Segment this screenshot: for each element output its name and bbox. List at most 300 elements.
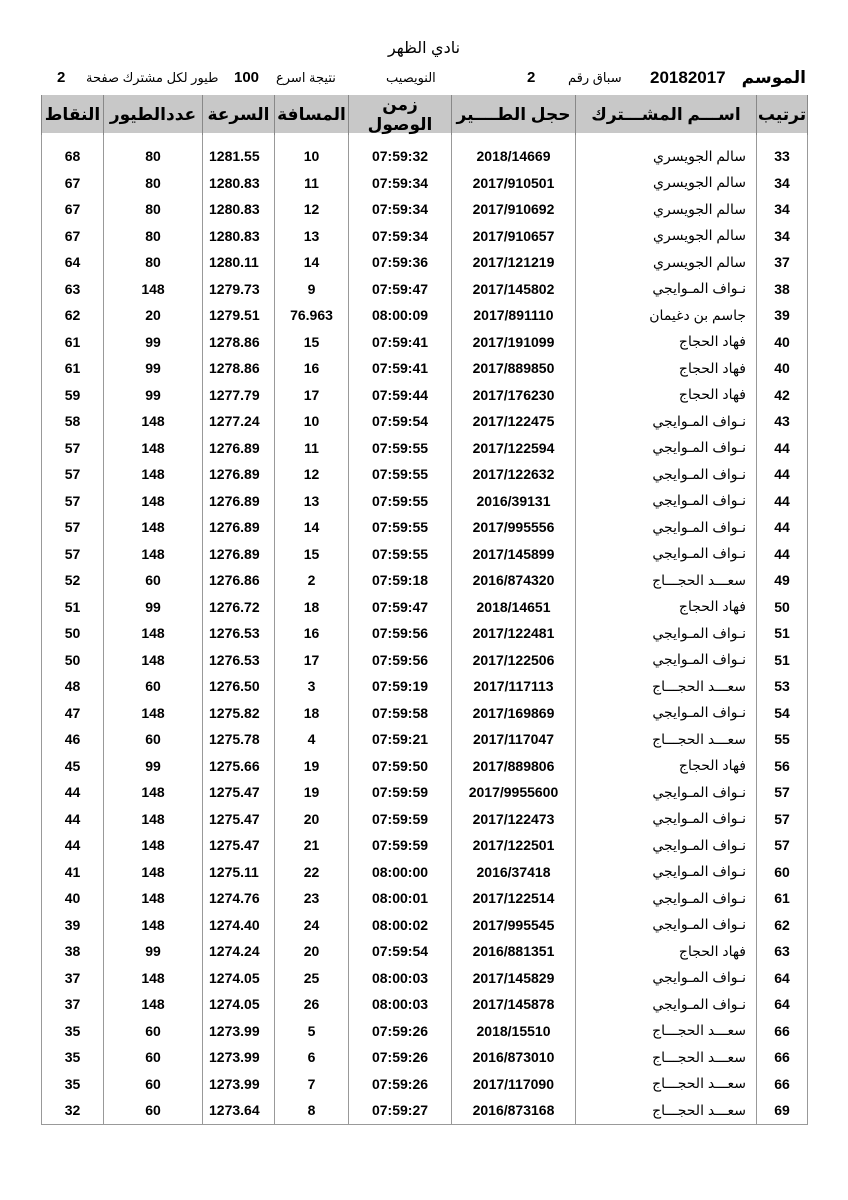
birds-cell: 148	[104, 647, 203, 674]
table-row	[42, 938, 808, 965]
arrival-cell: 07:59:44	[349, 382, 452, 409]
table-header-row	[42, 95, 808, 135]
participant-cell: نـواف المـوايجي	[576, 620, 757, 647]
table-row	[42, 196, 808, 223]
rank-cell: 39	[757, 302, 808, 329]
points-cell: 63	[42, 276, 104, 303]
speed-cell: 1276.50	[203, 673, 275, 700]
points-cell: 61	[42, 329, 104, 356]
arrival-cell: 07:59:27	[349, 1097, 452, 1124]
rank-cell: 69	[757, 1097, 808, 1124]
speed-cell: 1276.89	[203, 541, 275, 568]
speed-cell: 1276.89	[203, 514, 275, 541]
points-cell: 67	[42, 196, 104, 223]
ring-cell: 2017/122632	[452, 461, 576, 488]
ring-cell: 2017/910657	[452, 223, 576, 250]
arrival-cell: 08:00:03	[349, 965, 452, 992]
points-cell: 68	[42, 143, 104, 170]
table-row	[42, 965, 808, 992]
distance-cell: 16	[275, 620, 349, 647]
birds-cell: 60	[104, 1071, 203, 1098]
participant-cell: نـواف المـوايجي	[576, 965, 757, 992]
rank-cell: 34	[757, 170, 808, 197]
arrival-cell: 07:59:41	[349, 355, 452, 382]
arrival-cell: 07:59:26	[349, 1044, 452, 1071]
speed-cell: 1276.53	[203, 647, 275, 674]
table-row	[42, 435, 808, 462]
birds-cell: 148	[104, 965, 203, 992]
points-cell: 45	[42, 753, 104, 780]
distance-cell: 23	[275, 885, 349, 912]
arrival-cell: 07:59:26	[349, 1071, 452, 1098]
ring-cell: 2017/117047	[452, 726, 576, 753]
ring-cell: 2017/9955600	[452, 779, 576, 806]
points-cell: 35	[42, 1071, 104, 1098]
speed-cell: 1278.86	[203, 329, 275, 356]
points-cell: 44	[42, 832, 104, 859]
ring-cell: 2017/122481	[452, 620, 576, 647]
table-row	[42, 647, 808, 674]
table-row	[42, 673, 808, 700]
distance-cell: 10	[275, 143, 349, 170]
table-row	[42, 859, 808, 886]
distance-cell: 76.963	[275, 302, 349, 329]
points-cell: 58	[42, 408, 104, 435]
ring-cell: 2017/122501	[452, 832, 576, 859]
arrival-cell: 07:59:58	[349, 700, 452, 727]
points-cell: 52	[42, 567, 104, 594]
birds-cell: 148	[104, 779, 203, 806]
participant-cell: نـواف المـوايجي	[576, 276, 757, 303]
season-value: 20182017	[650, 68, 726, 87]
participant-cell: نـواف المـوايجي	[576, 461, 757, 488]
arrival-cell: 07:59:47	[349, 276, 452, 303]
table-row	[42, 143, 808, 170]
table-row	[42, 329, 808, 356]
table-row	[42, 991, 808, 1018]
ring-cell: 2017/121219	[452, 249, 576, 276]
ring-cell: 2017/117113	[452, 673, 576, 700]
speed-cell: 1276.89	[203, 488, 275, 515]
distance-cell: 14	[275, 514, 349, 541]
speed-cell: 1274.05	[203, 991, 275, 1018]
birds-cell: 80	[104, 249, 203, 276]
participant-cell: نـواف المـوايجي	[576, 488, 757, 515]
distance-cell: 13	[275, 223, 349, 250]
rank-cell: 56	[757, 753, 808, 780]
club-title: نادي الظهر	[387, 40, 461, 57]
points-cell: 37	[42, 965, 104, 992]
points-cell: 50	[42, 620, 104, 647]
participant-cell: سعـــد الحجـــاج	[576, 1044, 757, 1071]
distance-cell: 20	[275, 938, 349, 965]
rank-cell: 37	[757, 249, 808, 276]
table-row	[42, 806, 808, 833]
points-cell: 47	[42, 700, 104, 727]
birds-cell: 99	[104, 938, 203, 965]
rank-cell: 57	[757, 832, 808, 859]
rank-cell: 33	[757, 143, 808, 170]
birds-note: طيور لكل مشترك صفحة	[86, 70, 219, 85]
distance-cell: 17	[275, 647, 349, 674]
distance-cell: 3	[275, 673, 349, 700]
speed-cell: 1275.82	[203, 700, 275, 727]
ring-cell: 2016/881351	[452, 938, 576, 965]
rank-cell: 50	[757, 594, 808, 621]
rank-cell: 44	[757, 514, 808, 541]
points-cell: 32	[42, 1097, 104, 1124]
table-row	[42, 1097, 808, 1124]
birds-cell: 148	[104, 461, 203, 488]
ring-cell: 2017/995556	[452, 514, 576, 541]
birds-count: 100	[234, 69, 260, 86]
speed-cell: 1279.51	[203, 302, 275, 329]
ring-cell: 2018/14651	[452, 594, 576, 621]
participant-cell: نـواف المـوايجي	[576, 408, 757, 435]
col-points-header: النقاط	[42, 95, 104, 135]
speed-cell: 1276.72	[203, 594, 275, 621]
participant-cell: جاسم بن دغيمان	[576, 302, 757, 329]
table-row	[42, 1018, 808, 1045]
table-row	[42, 170, 808, 197]
table-row	[42, 832, 808, 859]
speed-cell: 1280.11	[203, 249, 275, 276]
participant-cell: سالم الجويسري	[576, 143, 757, 170]
birds-cell: 99	[104, 329, 203, 356]
birds-cell: 148	[104, 859, 203, 886]
arrival-cell: 08:00:01	[349, 885, 452, 912]
points-cell: 40	[42, 885, 104, 912]
table-row	[42, 912, 808, 939]
distance-cell: 19	[275, 753, 349, 780]
participant-cell: فهاد الحجاج	[576, 594, 757, 621]
col-birds-header: عددالطيور	[104, 95, 203, 135]
table-row	[42, 885, 808, 912]
speed-cell: 1280.83	[203, 170, 275, 197]
distance-cell: 12	[275, 461, 349, 488]
ring-cell: 2017/122473	[452, 806, 576, 833]
points-cell: 37	[42, 991, 104, 1018]
participant-cell: سعـــد الحجـــاج	[576, 726, 757, 753]
participant-cell: نـواف المـوايجي	[576, 514, 757, 541]
page-number: 2	[57, 69, 66, 86]
participant-cell: نـواف المـوايجي	[576, 912, 757, 939]
points-cell: 35	[42, 1044, 104, 1071]
table-row	[42, 382, 808, 409]
distance-cell: 21	[275, 832, 349, 859]
ring-cell: 2017/889806	[452, 753, 576, 780]
rank-cell: 40	[757, 355, 808, 382]
speed-cell: 1278.86	[203, 355, 275, 382]
ring-cell: 2017/191099	[452, 329, 576, 356]
birds-cell: 60	[104, 567, 203, 594]
birds-cell: 148	[104, 700, 203, 727]
points-cell: 64	[42, 249, 104, 276]
points-cell: 44	[42, 806, 104, 833]
table-row	[42, 541, 808, 568]
distance-cell: 24	[275, 912, 349, 939]
ring-cell: 2016/39131	[452, 488, 576, 515]
arrival-cell: 08:00:03	[349, 991, 452, 1018]
arrival-cell: 07:59:26	[349, 1018, 452, 1045]
speed-cell: 1276.89	[203, 435, 275, 462]
col-ring-header: حجل الطــــير	[452, 95, 576, 135]
speed-cell: 1273.99	[203, 1044, 275, 1071]
ring-cell: 2017/995545	[452, 912, 576, 939]
rank-cell: 54	[757, 700, 808, 727]
distance-cell: 19	[275, 779, 349, 806]
birds-cell: 20	[104, 302, 203, 329]
speed-cell: 1275.47	[203, 832, 275, 859]
table-row	[42, 1071, 808, 1098]
points-cell: 35	[42, 1018, 104, 1045]
birds-cell: 80	[104, 143, 203, 170]
rank-cell: 63	[757, 938, 808, 965]
arrival-cell: 07:59:41	[349, 329, 452, 356]
birds-cell: 99	[104, 382, 203, 409]
rank-cell: 44	[757, 488, 808, 515]
arrival-cell: 07:59:55	[349, 514, 452, 541]
points-cell: 57	[42, 435, 104, 462]
participant-cell: فهاد الحجاج	[576, 938, 757, 965]
distance-cell: 12	[275, 196, 349, 223]
col-distance-header: المسافة	[275, 95, 349, 135]
speed-cell: 1275.66	[203, 753, 275, 780]
points-cell: 57	[42, 461, 104, 488]
birds-cell: 99	[104, 355, 203, 382]
arrival-cell: 07:59:32	[349, 143, 452, 170]
rank-cell: 43	[757, 408, 808, 435]
rank-cell: 62	[757, 912, 808, 939]
participant-cell: نـواف المـوايجي	[576, 541, 757, 568]
rank-cell: 49	[757, 567, 808, 594]
distance-cell: 16	[275, 355, 349, 382]
participant-cell: نـواف المـوايجي	[576, 779, 757, 806]
table-row	[42, 726, 808, 753]
arrival-cell: 07:59:55	[349, 435, 452, 462]
ring-cell: 2018/15510	[452, 1018, 576, 1045]
birds-cell: 148	[104, 832, 203, 859]
participant-cell: سعـــد الحجـــاج	[576, 673, 757, 700]
rank-cell: 44	[757, 435, 808, 462]
arrival-cell: 07:59:19	[349, 673, 452, 700]
speed-cell: 1274.24	[203, 938, 275, 965]
rank-cell: 34	[757, 223, 808, 250]
speed-cell: 1274.05	[203, 965, 275, 992]
rank-cell: 51	[757, 620, 808, 647]
birds-cell: 148	[104, 885, 203, 912]
points-cell: 41	[42, 859, 104, 886]
participant-cell: نـواف المـوايجي	[576, 832, 757, 859]
participant-cell: نـواف المـوايجي	[576, 885, 757, 912]
participant-cell: سالم الجويسري	[576, 223, 757, 250]
birds-cell: 148	[104, 488, 203, 515]
points-cell: 44	[42, 779, 104, 806]
distance-cell: 15	[275, 329, 349, 356]
arrival-cell: 07:59:55	[349, 541, 452, 568]
birds-cell: 148	[104, 408, 203, 435]
participant-cell: فهاد الحجاج	[576, 753, 757, 780]
birds-cell: 60	[104, 726, 203, 753]
result-label: نتيجة اسرع	[276, 70, 336, 85]
speed-cell: 1274.76	[203, 885, 275, 912]
birds-cell: 60	[104, 673, 203, 700]
points-cell: 67	[42, 170, 104, 197]
arrival-cell: 07:59:21	[349, 726, 452, 753]
points-cell: 57	[42, 514, 104, 541]
distance-cell: 14	[275, 249, 349, 276]
speed-cell: 1273.64	[203, 1097, 275, 1124]
rank-cell: 64	[757, 965, 808, 992]
birds-cell: 148	[104, 514, 203, 541]
table-row	[42, 1044, 808, 1071]
rank-cell: 44	[757, 541, 808, 568]
ring-cell: 2017/891110	[452, 302, 576, 329]
birds-cell: 148	[104, 991, 203, 1018]
distance-cell: 22	[275, 859, 349, 886]
rank-cell: 64	[757, 991, 808, 1018]
distance-cell: 11	[275, 170, 349, 197]
birds-cell: 99	[104, 753, 203, 780]
rank-cell: 66	[757, 1044, 808, 1071]
ring-cell: 2017/910692	[452, 196, 576, 223]
speed-cell: 1279.73	[203, 276, 275, 303]
arrival-cell: 07:59:55	[349, 488, 452, 515]
points-cell: 57	[42, 541, 104, 568]
participant-cell: سعـــد الحجـــاج	[576, 567, 757, 594]
location: النويصيب	[386, 70, 436, 85]
arrival-cell: 08:00:09	[349, 302, 452, 329]
ring-cell: 2017/169869	[452, 700, 576, 727]
participant-cell: سعـــد الحجـــاج	[576, 1071, 757, 1098]
participant-cell: سعـــد الحجـــاج	[576, 1018, 757, 1045]
table-row	[42, 753, 808, 780]
birds-cell: 148	[104, 806, 203, 833]
speed-cell: 1273.99	[203, 1071, 275, 1098]
rank-cell: 34	[757, 196, 808, 223]
distance-cell: 4	[275, 726, 349, 753]
table-row	[42, 779, 808, 806]
rank-cell: 61	[757, 885, 808, 912]
speed-cell: 1274.40	[203, 912, 275, 939]
birds-cell: 148	[104, 435, 203, 462]
birds-cell: 99	[104, 594, 203, 621]
rank-cell: 57	[757, 806, 808, 833]
ring-cell: 2017/117090	[452, 1071, 576, 1098]
distance-cell: 7	[275, 1071, 349, 1098]
arrival-cell: 07:59:59	[349, 779, 452, 806]
rank-cell: 57	[757, 779, 808, 806]
speed-cell: 1275.47	[203, 779, 275, 806]
points-cell: 67	[42, 223, 104, 250]
arrival-cell: 07:59:36	[349, 249, 452, 276]
birds-cell: 80	[104, 170, 203, 197]
arrival-cell: 08:00:02	[349, 912, 452, 939]
table-row	[42, 302, 808, 329]
table-row	[42, 223, 808, 250]
points-cell: 62	[42, 302, 104, 329]
arrival-cell: 07:59:34	[349, 223, 452, 250]
distance-cell: 9	[275, 276, 349, 303]
arrival-cell: 07:59:55	[349, 461, 452, 488]
table-row	[42, 594, 808, 621]
results-table	[41, 95, 808, 1125]
distance-cell: 5	[275, 1018, 349, 1045]
arrival-cell: 08:00:00	[349, 859, 452, 886]
speed-cell: 1276.86	[203, 567, 275, 594]
distance-cell: 26	[275, 991, 349, 1018]
participant-cell: سالم الجويسري	[576, 196, 757, 223]
arrival-cell: 07:59:54	[349, 408, 452, 435]
ring-cell: 2016/873010	[452, 1044, 576, 1071]
ring-cell: 2017/145899	[452, 541, 576, 568]
rank-cell: 66	[757, 1071, 808, 1098]
ring-cell: 2016/37418	[452, 859, 576, 886]
col-speed-header: السرعة	[203, 95, 275, 135]
birds-cell: 148	[104, 620, 203, 647]
points-cell: 61	[42, 355, 104, 382]
ring-cell: 2017/176230	[452, 382, 576, 409]
birds-cell: 80	[104, 223, 203, 250]
arrival-cell: 07:59:59	[349, 832, 452, 859]
points-cell: 48	[42, 673, 104, 700]
race-label: سباق رقم	[568, 70, 622, 85]
rank-cell: 40	[757, 329, 808, 356]
ring-cell: 2017/889850	[452, 355, 576, 382]
distance-cell: 10	[275, 408, 349, 435]
ring-cell: 2017/910501	[452, 170, 576, 197]
season-label: الموسم	[741, 68, 806, 87]
table-row	[42, 461, 808, 488]
ring-cell: 2017/122594	[452, 435, 576, 462]
distance-cell: 11	[275, 435, 349, 462]
speed-cell: 1281.55	[203, 143, 275, 170]
distance-cell: 20	[275, 806, 349, 833]
ring-cell: 2016/873168	[452, 1097, 576, 1124]
birds-cell: 148	[104, 276, 203, 303]
arrival-cell: 07:59:18	[349, 567, 452, 594]
col-rank-header: ترتيب	[757, 95, 808, 135]
table-row	[42, 355, 808, 382]
table-row	[42, 620, 808, 647]
speed-cell: 1276.53	[203, 620, 275, 647]
birds-cell: 60	[104, 1044, 203, 1071]
table-row	[42, 567, 808, 594]
participant-cell: نـواف المـوايجي	[576, 700, 757, 727]
distance-cell: 6	[275, 1044, 349, 1071]
distance-cell: 25	[275, 965, 349, 992]
arrival-cell: 07:59:50	[349, 753, 452, 780]
birds-cell: 148	[104, 912, 203, 939]
arrival-cell: 07:59:34	[349, 170, 452, 197]
rank-cell: 66	[757, 1018, 808, 1045]
participant-cell: سعـــد الحجـــاج	[576, 1097, 757, 1124]
birds-cell: 148	[104, 541, 203, 568]
birds-cell: 60	[104, 1018, 203, 1045]
speed-cell: 1273.99	[203, 1018, 275, 1045]
col-arrival-header: زمن الوصول	[349, 95, 452, 135]
ring-cell: 2017/145802	[452, 276, 576, 303]
arrival-cell: 07:59:54	[349, 938, 452, 965]
rank-cell: 38	[757, 276, 808, 303]
ring-cell: 2018/14669	[452, 143, 576, 170]
rank-cell: 55	[757, 726, 808, 753]
participant-cell: نـواف المـوايجي	[576, 647, 757, 674]
speed-cell: 1277.79	[203, 382, 275, 409]
table-row	[42, 249, 808, 276]
speed-cell: 1276.89	[203, 461, 275, 488]
distance-cell: 8	[275, 1097, 349, 1124]
